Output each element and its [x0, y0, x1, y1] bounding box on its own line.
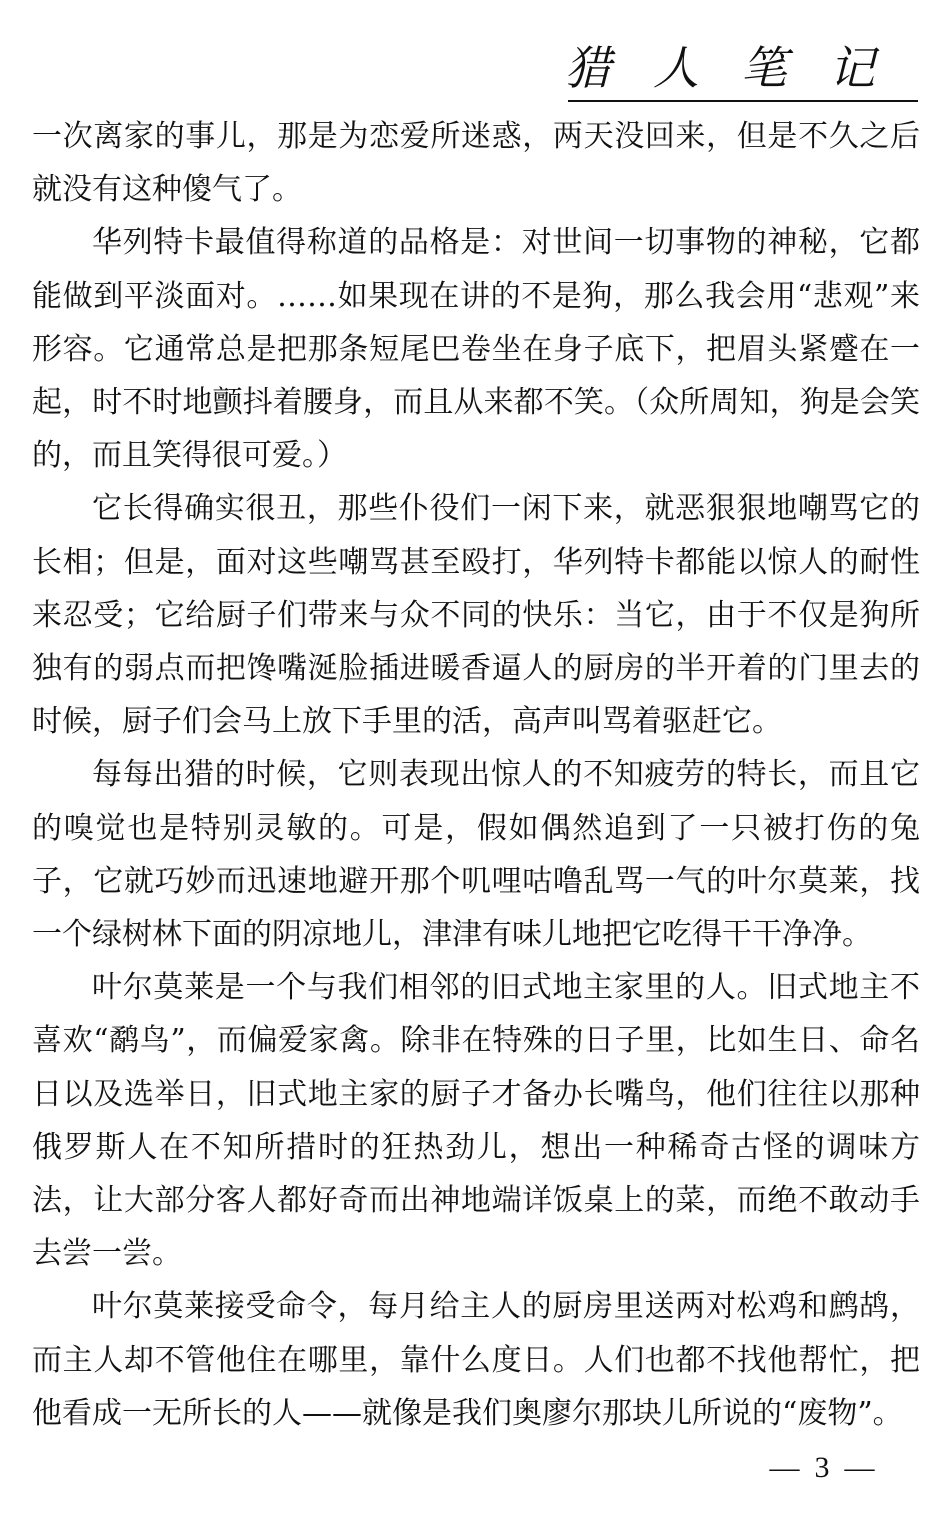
running-header-title: 猎人笔记: [565, 41, 917, 95]
paragraph-3: 它长得确实很丑，那些仆役们一闲下来，就恶狠狠地嘲骂它的长相；但是，面对这些嘲骂甚至殴打，华列特卡都能以惊人的耐性来忍受；它给厨子们带来与众不同的快乐：当它，由于不仅是狗所独有的弱点而把馋嘴涎脸插进暖香逼人的厨房的半开着的门里去的时候，厨子们会马上放下手里的活，高声叫骂着驱赶它。: [32, 491, 920, 740]
paragraph-5: 叶尔莫莱是一个与我们相邻的旧式地主家里的人。旧式地主不喜欢“鹬鸟”，而偏爱家禽。除非在特殊的日子里，比如生日、命名日以及选举日，旧式地主家的厨子才备办长嘴鸟，他们往往以那种俄罗斯人在不知所措时的狂热劲儿，想出一种稀奇古怪的调味方法，让大部分客人都好奇而出神地端详饭桌上的菜，而绝不敢动手去尝一尝。: [32, 970, 920, 1272]
paragraph-2: 华列特卡最值得称道的品格是：对世间一切事物的神秘，它都能做到平淡面对。……如果现在讲的不是狗，那么我会用“悲观”来形容。它通常总是把那条短尾巴卷坐在身子底下，把眉头紧蹙在一起，时不时地颤抖着腰身，而且从来都不笑。（众所周知，狗是会笑的，而且笑得很可爱。）: [32, 225, 920, 474]
paragraph-4: 每每出猎的时候，它则表现出惊人的不知疲劳的特长，而且它的嗅觉也是特别灵敏的。可是，假如偶然追到了一只被打伤的兔子，它就巧妙而迅速地避开那个叽哩咕噜乱骂一气的叶尔莫莱，找一个绿树林下面的阴凉地儿，津津有味儿地把它吃得干干净净。: [32, 757, 920, 953]
page-number: — 3 —: [769, 1451, 875, 1484]
paragraph-6: 叶尔莫莱接受命令，每月给主人的厨房里送两对松鸡和鹧鸪，而主人却不管他住在哪里，靠什么度日。人们也都不找他帮忙，把他看成一无所长的人——就像是我们奥廖尔那块儿所说的“废物”。: [32, 1289, 920, 1431]
body-text: [32, 110, 920, 1440]
header-rule: [568, 100, 918, 102]
paragraph-1: 一次离家的事儿，那是为恋爱所迷惑，两天没回来，但是不久之后就没有这种傻气了。: [32, 119, 920, 208]
